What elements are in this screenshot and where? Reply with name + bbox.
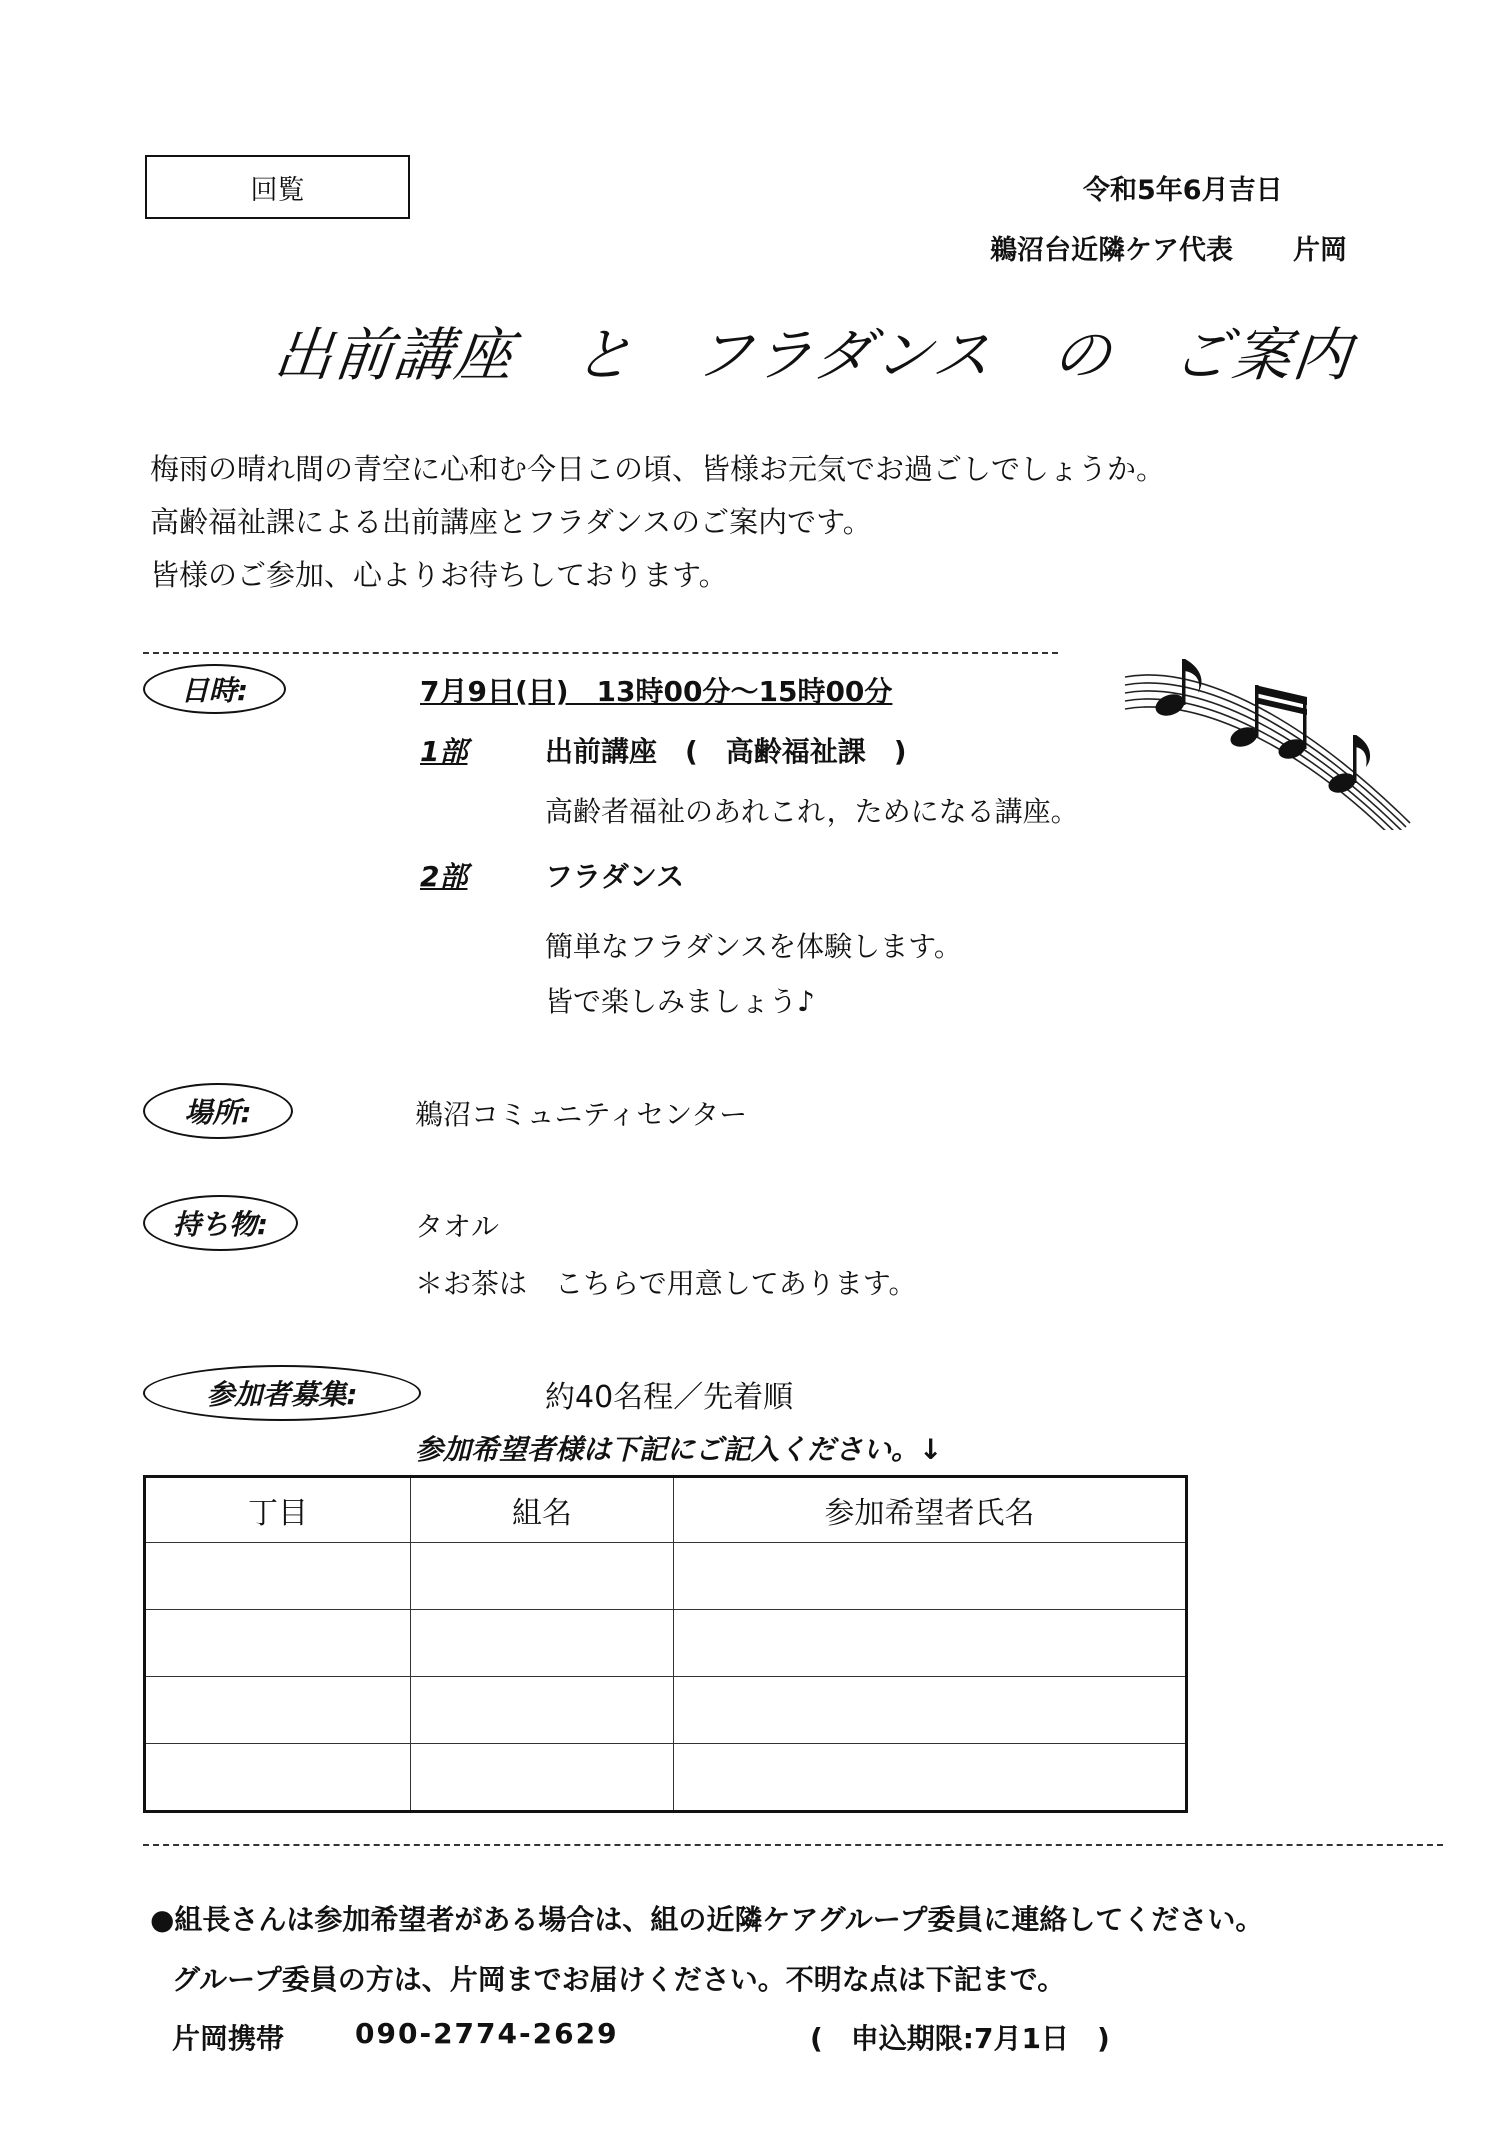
program-part2-label: 2部 [420, 860, 468, 893]
program-part2-title: フラダンス [545, 860, 685, 893]
datetime-label: 日時: [180, 674, 249, 707]
table-row [145, 1744, 1187, 1812]
recruit-instruction: 参加希望者様は下記にご記入ください。↓ [415, 1433, 943, 1466]
divider-top [143, 652, 1058, 654]
footer-phone-label: 片岡携帯 [172, 2022, 285, 2055]
title-part3: フラダンス [690, 321, 997, 389]
table-cell[interactable] [145, 1543, 411, 1610]
table-row [145, 1610, 1187, 1677]
program-part1-title: 出前講座 ( 高齢福祉課 ) [545, 735, 907, 768]
program-part1-label: 1部 [420, 735, 468, 768]
document-date: 令和5年6月吉日 [1083, 175, 1283, 206]
table-cell[interactable] [411, 1677, 674, 1744]
venue-label: 場所: [184, 1096, 252, 1129]
table-cell[interactable] [145, 1744, 411, 1812]
table-row [145, 1677, 1187, 1744]
recruit-label-oval [143, 1365, 421, 1421]
title-part4: の [1049, 321, 1117, 389]
table-cell[interactable] [674, 1744, 1187, 1812]
table-header-chome: 丁目 [145, 1477, 411, 1543]
table-cell[interactable] [411, 1543, 674, 1610]
title-part2: と [570, 321, 639, 389]
table-cell[interactable] [411, 1744, 674, 1812]
table-header-kumi: 組名 [411, 1477, 674, 1543]
table-cell[interactable] [674, 1677, 1187, 1744]
recruit-label: 参加者募集: [206, 1378, 358, 1411]
table-cell[interactable] [145, 1610, 411, 1677]
table-header-participant: 参加希望者氏名 [674, 1477, 1187, 1543]
footer-phone: 090-2774-2629 [355, 2017, 619, 2050]
music-notes-icon [1120, 645, 1420, 830]
venue-value: 鵜沼コミュニティセンター [415, 1098, 748, 1131]
footer-line-2: グループ委員の方は、片岡までお届けください。不明な点は下記まで。 [172, 1963, 1066, 1996]
venue-label-oval [143, 1083, 293, 1139]
intro-line-1: 梅雨の晴れ間の青空に心和む今日この頃、皆様お元気でお過ごしでしょうか。 [150, 452, 1166, 486]
program-part2-desc1: 簡単なフラダンスを体験します。 [545, 930, 962, 963]
belongings-note: ＊お茶は こちらで用意してあります。 [415, 1267, 917, 1300]
belongings-label-oval [143, 1195, 298, 1251]
footer-deadline: ( 申込期限:7月1日 ) [810, 2022, 1110, 2055]
footer-line-1: ●組長さんは参加希望者がある場合は、組の近隣ケアグループ委員に連絡してください。 [150, 1903, 1264, 1936]
page-title [271, 308, 1358, 392]
datetime-label-oval [143, 664, 286, 714]
intro-line-3: 皆様のご参加、心よりお待ちしております。 [150, 558, 728, 592]
table-cell[interactable] [411, 1610, 674, 1677]
sender-name: 片岡 [1293, 235, 1347, 266]
kairan-label: 回覧 [250, 174, 305, 206]
table-cell[interactable] [145, 1677, 411, 1744]
title-part5: ご案内 [1169, 321, 1357, 389]
table-cell[interactable] [674, 1610, 1187, 1677]
table-header-row [145, 1477, 1187, 1543]
table-cell[interactable] [674, 1543, 1187, 1610]
registration-table [143, 1475, 1188, 1813]
belongings-label: 持ち物: [172, 1208, 269, 1241]
kairan-box [145, 155, 410, 219]
recruit-value: 約40名程／先着順 [545, 1380, 794, 1415]
sender [990, 228, 1347, 267]
program-part1-desc: 高齢者福祉のあれこれ，ためになる講座。 [545, 795, 1079, 828]
title-part1: 出前講座 [270, 321, 519, 389]
belongings-value: タオル [415, 1210, 500, 1243]
sender-organization: 鵜沼台近隣ケア代表 [990, 235, 1233, 266]
datetime-value: 7月9日(日) 13時00分～15時00分 [420, 675, 893, 708]
table-row [145, 1543, 1187, 1610]
divider-bottom [143, 1844, 1443, 1846]
program-part2-desc2: 皆で楽しみましょう♪ [545, 985, 815, 1018]
intro-line-2: 高齢福祉課による出前講座とフラダンスのご案内です。 [150, 505, 872, 539]
